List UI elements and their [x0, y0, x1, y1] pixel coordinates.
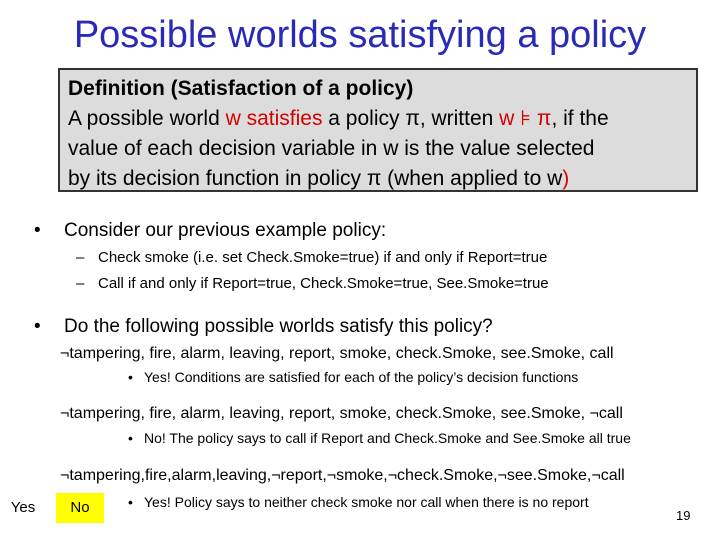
possible-world-1: ¬tampering, fire, alarm, leaving, report, smoke, check.Smoke, see.Smoke, call [60, 345, 614, 362]
sub-bullet-call [76, 275, 549, 292]
sub-bullet-text: Call if and only if Report=true, Check.Smoke=true, See.Smoke=true [98, 275, 549, 292]
definition-heading: Definition (Satisfaction of a policy) [68, 77, 414, 100]
bullet-consider-policy [34, 220, 386, 242]
sub-bullet-text: Check smoke (i.e. set Check.Smoke=true) if and only if Report=true [98, 249, 548, 266]
definition-line-3: value of each decision variable in w is the value selected [68, 137, 595, 160]
no-answer-box[interactable]: No [56, 493, 104, 523]
world-1-answer [128, 369, 578, 385]
world-2-answer [128, 430, 631, 446]
bullet-text: Consider our previous example policy: [64, 220, 387, 241]
highlight-paren: ) [562, 167, 570, 190]
answer-text: Yes! Conditions are satisfied for each of the policy’s decision functions [144, 369, 579, 385]
slide-title: Possible worlds satisfying a policy [73, 14, 647, 56]
possible-world-2: ¬tampering, fire, alarm, leaving, report, smoke, check.Smoke, see.Smoke, ¬call [60, 405, 623, 422]
answer-text: No! The policy says to call if Report and Check.Smoke and See.Smoke all true [144, 430, 631, 446]
highlight-notation: w ⊧ π [499, 107, 552, 130]
bullet-dot: • [34, 316, 41, 337]
dash-marker: – [76, 249, 85, 266]
definition-line-4 [68, 164, 688, 194]
sub-bullet-check-smoke [76, 249, 547, 266]
yes-answer-box[interactable]: Yes [0, 493, 46, 523]
definition-text: , if the [551, 107, 609, 130]
definition-line-2 [68, 104, 688, 134]
bullet-dot: • [128, 430, 133, 446]
bullet-dot: • [34, 220, 41, 241]
highlight-satisfies: w satisfies [225, 107, 323, 130]
page-number: 19 [676, 508, 691, 523]
world-3-answer [128, 494, 589, 510]
definition-text: by its decision function in policy π (when applied to w [68, 167, 563, 190]
definition-text: A possible world [68, 107, 226, 130]
definition-text: a policy π, written [322, 107, 500, 130]
bullet-text: Do the following possible worlds satisfy this policy? [64, 316, 493, 337]
dash-marker: – [76, 275, 85, 292]
answer-text: Yes! Policy says to neither check smoke nor call when there is no report [144, 494, 589, 510]
possible-world-3: ¬tampering,fire,alarm,leaving,¬report,¬smoke,¬check.Smoke,¬see.Smoke,¬call [60, 467, 625, 484]
bullet-dot: • [128, 369, 133, 385]
bullet-question [34, 316, 493, 338]
bullet-dot: • [128, 494, 133, 510]
definition-box [58, 68, 698, 192]
